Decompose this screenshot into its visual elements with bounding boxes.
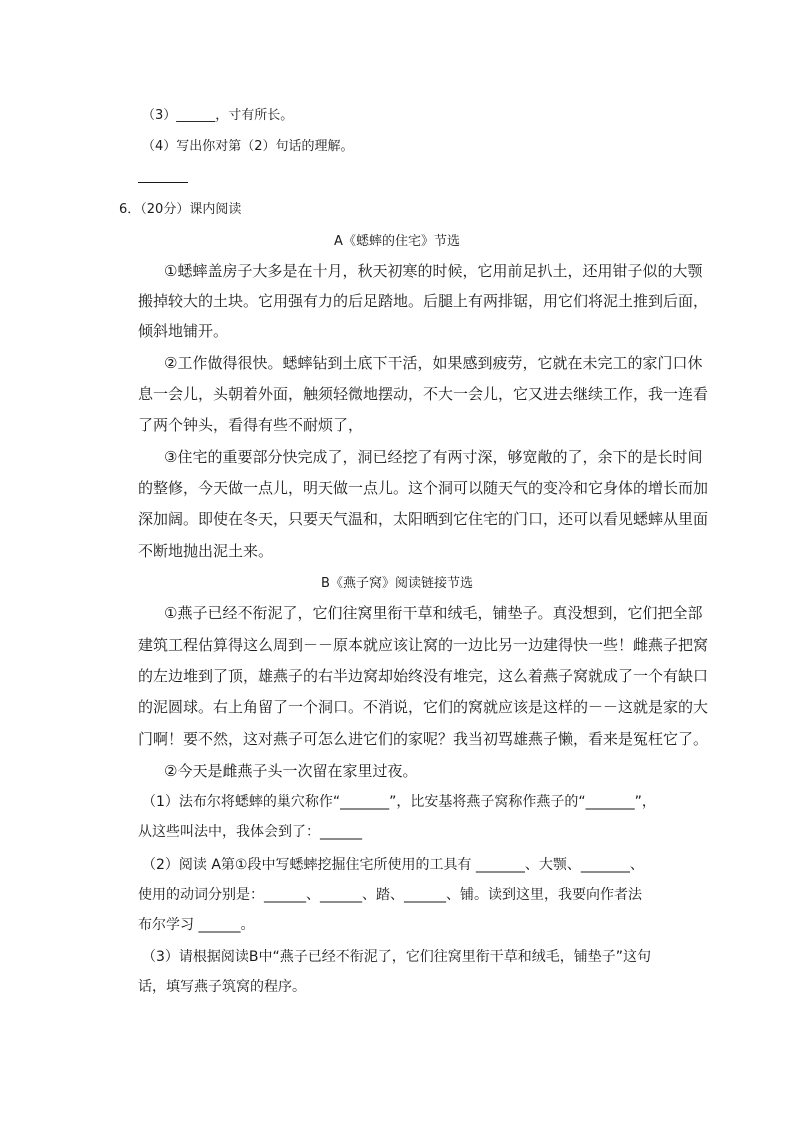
sub-question-3: （3）______，寸有所长。 <box>142 108 294 123</box>
question-6-header: 6．（20分）课内阅读 <box>119 202 242 217</box>
question-line: （3）请根据阅读B中“燕子已经不衔泥了，它们往窝里衔干草和绒毛，铺垫子”这句 <box>142 949 652 965</box>
passage-a-line: 了两个钟头，看得有些不耐烦了， <box>138 416 364 434</box>
question-line: 布尔学习 ______。 <box>138 917 255 933</box>
question-line: 使用的动词分别是：______、______、踏、______、铺。读到这里，我要向作者法 <box>138 887 642 903</box>
passage-a-line: 搬掉较大的土块。它用强有力的后足踏地。后腿上有两排锯，用它们将泥土推到后面， <box>138 292 709 310</box>
passage-b-line: 门啊！要不然，这对燕子可怎么进它们的家呢？我当初骂雄燕子懒，看来是冤枉它了。 <box>138 730 709 748</box>
passage-a-line: ①蟋蟀盖房子大多是在十月，秋天初寒的时候，它用前足扒土，还用钳子似的大颚 <box>164 262 703 280</box>
passage-b-line: 的左边堆到了顶，雄燕子的右半边窝却始终没有堆完，这么着燕子窝就成了一个有缺口 <box>138 667 709 685</box>
passage-a-line: 不断地抛出泥土来。 <box>138 542 274 560</box>
answer-blank-line <box>138 182 188 183</box>
passage-a-line: ②工作做得很快。蟋蟀钻到土底下干活，如果感到疲劳，它就在未完工的家门口休 <box>164 354 703 372</box>
passage-a-line: 倾斜地铺开。 <box>138 322 229 340</box>
passage-b-line: ①燕子已经不衔泥了，它们往窝里衔干草和绒毛，铺垫子。真没想到，它们把全部 <box>164 604 703 622</box>
passage-a-line: ③住宅的重要部分快完成了，洞已经挖了有两寸深，够宽敞的了，余下的是长时间 <box>164 448 703 466</box>
passage-a-line: 深加阔。即使在冬天，只要天气温和，太阳晒到它住宅的门口，还可以看见蟋蟀从里面 <box>138 510 709 528</box>
passage-b-line: 建筑工程估算得这么周到－－原本就应该让窝的一边比另一边建得快一些！雌燕子把窝 <box>138 636 709 654</box>
question-line: 话，填写燕子筑窝的程序。 <box>138 979 306 995</box>
passage-a-title: A《蟋蟀的住宅》节选 <box>334 234 460 249</box>
passage-a-line: 息一会儿，头朝着外面，触须轻微地摆动，不大一会儿，它又进去继续工作，我一连看 <box>138 385 709 403</box>
passage-b-line: ②今天是雌燕子头一次留在家里过夜。 <box>164 762 418 780</box>
question-line: （1）法布尔将蟋蟀的巢穴称作“_______”，比安基将燕子窝称作燕子的“_______”， <box>142 794 656 810</box>
question-line: （2）阅读 A第①段中写蟋蟀挖掘住宅所使用的工具有 _______、大颚、_______、 <box>142 857 644 873</box>
passage-b-title: B《燕子窝》阅读链接节选 <box>321 576 473 591</box>
sub-question-4: （4）写出你对第（2）句话的理解。 <box>142 139 354 154</box>
passage-a-line: 的整修，今天做一点儿，明天做一点儿。这个洞可以随天气的变冷和它身体的增长而加 <box>138 479 709 497</box>
passage-b-line: 的泥圆球。右上角留了一个洞口。不消说，它们的窝就应该是这样的－－这就是家的大 <box>138 698 709 716</box>
question-line: 从这些叫法中，我体会到了：______ <box>138 824 362 840</box>
